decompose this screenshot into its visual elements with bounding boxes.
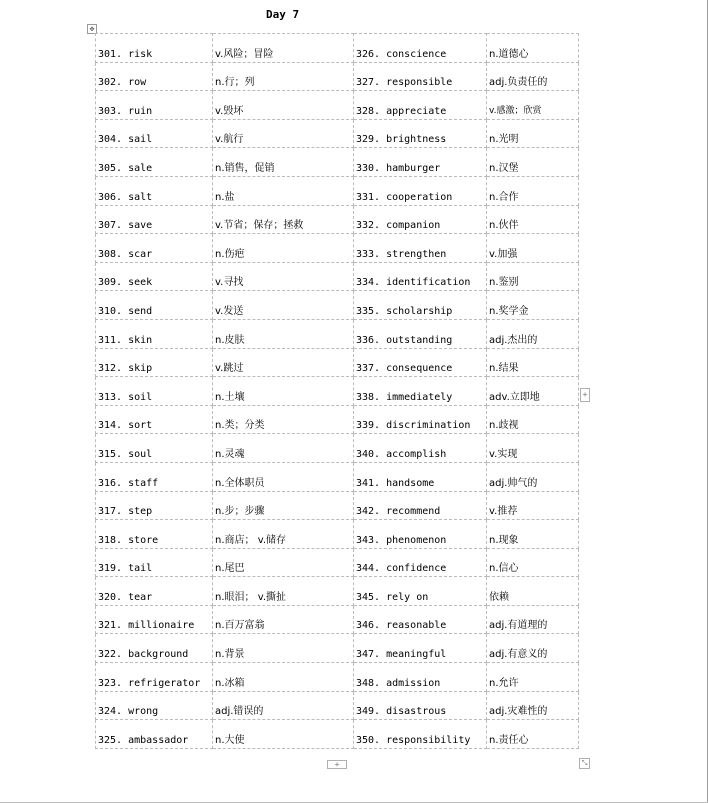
left-word-cell: 313. soil — [96, 377, 213, 406]
left-word-cell: 301. risk — [96, 34, 213, 63]
table-row — [96, 34, 579, 63]
left-word-cell: 319. tail — [96, 548, 213, 577]
table-row — [96, 691, 579, 720]
right-meaning-cell: n.鉴别 — [487, 262, 579, 291]
left-meaning-cell: adj.错误的 — [213, 691, 354, 720]
left-word-cell: 314. sort — [96, 405, 213, 434]
left-word-cell: 309. seek — [96, 262, 213, 291]
right-meaning-cell: adj.杰出的 — [487, 319, 579, 348]
right-word-cell: 335. scholarship — [354, 291, 487, 320]
table-row — [96, 234, 579, 263]
table-resize-icon[interactable]: ⤡ — [579, 758, 590, 769]
left-word-cell: 310. send — [96, 291, 213, 320]
right-word-cell: 336. outstanding — [354, 319, 487, 348]
right-word-cell: 328. appreciate — [354, 91, 487, 120]
left-word-cell: 306. salt — [96, 176, 213, 205]
table-row — [96, 548, 579, 577]
left-word-cell: 304. sail — [96, 119, 213, 148]
right-meaning-cell: v.感激；欣赏 — [487, 91, 579, 120]
table-row — [96, 291, 579, 320]
left-word-cell: 305. sale — [96, 148, 213, 177]
right-meaning-cell: adj.有意义的 — [487, 634, 579, 663]
left-word-cell: 321. millionaire — [96, 605, 213, 634]
right-meaning-cell: adj.有道理的 — [487, 605, 579, 634]
left-meaning-cell: n.大使 — [213, 720, 354, 749]
right-word-cell: 349. disastrous — [354, 691, 487, 720]
table-row — [96, 605, 579, 634]
left-word-cell: 316. staff — [96, 462, 213, 491]
left-meaning-cell: n.销售，促销 — [213, 148, 354, 177]
right-meaning-cell: n.允许 — [487, 663, 579, 692]
table-row — [96, 205, 579, 234]
table-row — [96, 520, 579, 549]
right-meaning-cell: adj.灾难性的 — [487, 691, 579, 720]
table-row — [96, 91, 579, 120]
left-meaning-cell: n.冰箱 — [213, 663, 354, 692]
left-word-cell: 320. tear — [96, 577, 213, 606]
right-word-cell: 347. meaningful — [354, 634, 487, 663]
add-row-plus-icon[interactable]: + — [327, 760, 347, 769]
right-word-cell: 331. cooperation — [354, 176, 487, 205]
left-meaning-cell: n.背景 — [213, 634, 354, 663]
right-word-cell: 345. rely on — [354, 577, 487, 606]
table-row — [96, 405, 579, 434]
left-meaning-cell: n.盐 — [213, 176, 354, 205]
page-title: Day 7 — [266, 8, 300, 21]
right-meaning-cell: v.推荐 — [487, 491, 579, 520]
table-row — [96, 434, 579, 463]
table-row — [96, 148, 579, 177]
left-word-cell: 322. background — [96, 634, 213, 663]
table-row — [96, 720, 579, 749]
left-meaning-cell: n.尾巴 — [213, 548, 354, 577]
vocabulary-table-body — [96, 34, 579, 749]
right-meaning-cell: n.现象 — [487, 520, 579, 549]
left-meaning-cell: v.寻找 — [213, 262, 354, 291]
right-meaning-cell: 依赖 — [487, 577, 579, 606]
table-row — [96, 577, 579, 606]
left-meaning-cell: v.风险；冒险 — [213, 34, 354, 63]
vocabulary-table — [95, 33, 579, 749]
right-meaning-cell: n.汉堡 — [487, 148, 579, 177]
right-meaning-cell: n.伙伴 — [487, 205, 579, 234]
right-word-cell: 341. handsome — [354, 462, 487, 491]
right-meaning-cell: adj.负责任的 — [487, 62, 579, 91]
table-row — [96, 491, 579, 520]
left-meaning-cell: n.百万富翁 — [213, 605, 354, 634]
table-row — [96, 663, 579, 692]
left-word-cell: 317. step — [96, 491, 213, 520]
right-meaning-cell: v.实现 — [487, 434, 579, 463]
right-meaning-cell: n.责任心 — [487, 720, 579, 749]
add-column-plus-icon[interactable]: + — [580, 388, 590, 402]
right-meaning-cell: n.奖学金 — [487, 291, 579, 320]
right-word-cell: 338. immediately — [354, 377, 487, 406]
left-meaning-cell: n.土壤 — [213, 377, 354, 406]
left-meaning-cell: n.商店； v.储存 — [213, 520, 354, 549]
right-meaning-cell: n.合作 — [487, 176, 579, 205]
left-meaning-cell: v.跳过 — [213, 348, 354, 377]
table-row — [96, 119, 579, 148]
left-meaning-cell: n.类；分类 — [213, 405, 354, 434]
right-meaning-cell: v.加强 — [487, 234, 579, 263]
left-meaning-cell: v.毁坏 — [213, 91, 354, 120]
right-word-cell: 344. confidence — [354, 548, 487, 577]
table-row — [96, 348, 579, 377]
left-meaning-cell: v.航行 — [213, 119, 354, 148]
left-word-cell: 318. store — [96, 520, 213, 549]
right-word-cell: 339. discrimination — [354, 405, 487, 434]
right-word-cell: 340. accomplish — [354, 434, 487, 463]
right-word-cell: 332. companion — [354, 205, 487, 234]
right-meaning-cell: adv.立即地 — [487, 377, 579, 406]
left-word-cell: 303. ruin — [96, 91, 213, 120]
right-meaning-cell: n.光明 — [487, 119, 579, 148]
right-word-cell: 333. strengthen — [354, 234, 487, 263]
right-meaning-cell: n.歧视 — [487, 405, 579, 434]
left-meaning-cell: n.行；列 — [213, 62, 354, 91]
left-meaning-cell: n.全体职员 — [213, 462, 354, 491]
left-word-cell: 312. skip — [96, 348, 213, 377]
left-meaning-cell: v.节省；保存；拯救 — [213, 205, 354, 234]
left-meaning-cell: n.灵魂 — [213, 434, 354, 463]
right-meaning-cell: adj.帅气的 — [487, 462, 579, 491]
left-word-cell: 325. ambassador — [96, 720, 213, 749]
table-row — [96, 62, 579, 91]
left-word-cell: 302. row — [96, 62, 213, 91]
right-word-cell: 329. brightness — [354, 119, 487, 148]
right-word-cell: 327. responsible — [354, 62, 487, 91]
left-word-cell: 315. soul — [96, 434, 213, 463]
right-word-cell: 337. consequence — [354, 348, 487, 377]
table-row — [96, 634, 579, 663]
left-meaning-cell: n.伤疤 — [213, 234, 354, 263]
right-word-cell: 348. admission — [354, 663, 487, 692]
left-word-cell: 307. save — [96, 205, 213, 234]
right-word-cell: 346. reasonable — [354, 605, 487, 634]
right-word-cell: 326. conscience — [354, 34, 487, 63]
table-row — [96, 377, 579, 406]
left-meaning-cell: n.步；步骤 — [213, 491, 354, 520]
table-row — [96, 462, 579, 491]
left-meaning-cell: n.眼泪； v.撕扯 — [213, 577, 354, 606]
table-row — [96, 319, 579, 348]
right-meaning-cell: n.道德心 — [487, 34, 579, 63]
right-word-cell: 350. responsibility — [354, 720, 487, 749]
right-meaning-cell: n.信心 — [487, 548, 579, 577]
right-word-cell: 330. hamburger — [354, 148, 487, 177]
left-word-cell: 308. scar — [96, 234, 213, 263]
table-move-handle-icon[interactable]: ✥ — [87, 24, 97, 34]
table-row — [96, 176, 579, 205]
left-meaning-cell: v.发送 — [213, 291, 354, 320]
left-word-cell: 311. skin — [96, 319, 213, 348]
table-row — [96, 262, 579, 291]
right-word-cell: 342. recommend — [354, 491, 487, 520]
right-word-cell: 343. phenomenon — [354, 520, 487, 549]
left-meaning-cell: n.皮肤 — [213, 319, 354, 348]
left-word-cell: 324. wrong — [96, 691, 213, 720]
right-word-cell: 334. identification — [354, 262, 487, 291]
left-word-cell: 323. refrigerator — [96, 663, 213, 692]
right-meaning-cell: n.结果 — [487, 348, 579, 377]
